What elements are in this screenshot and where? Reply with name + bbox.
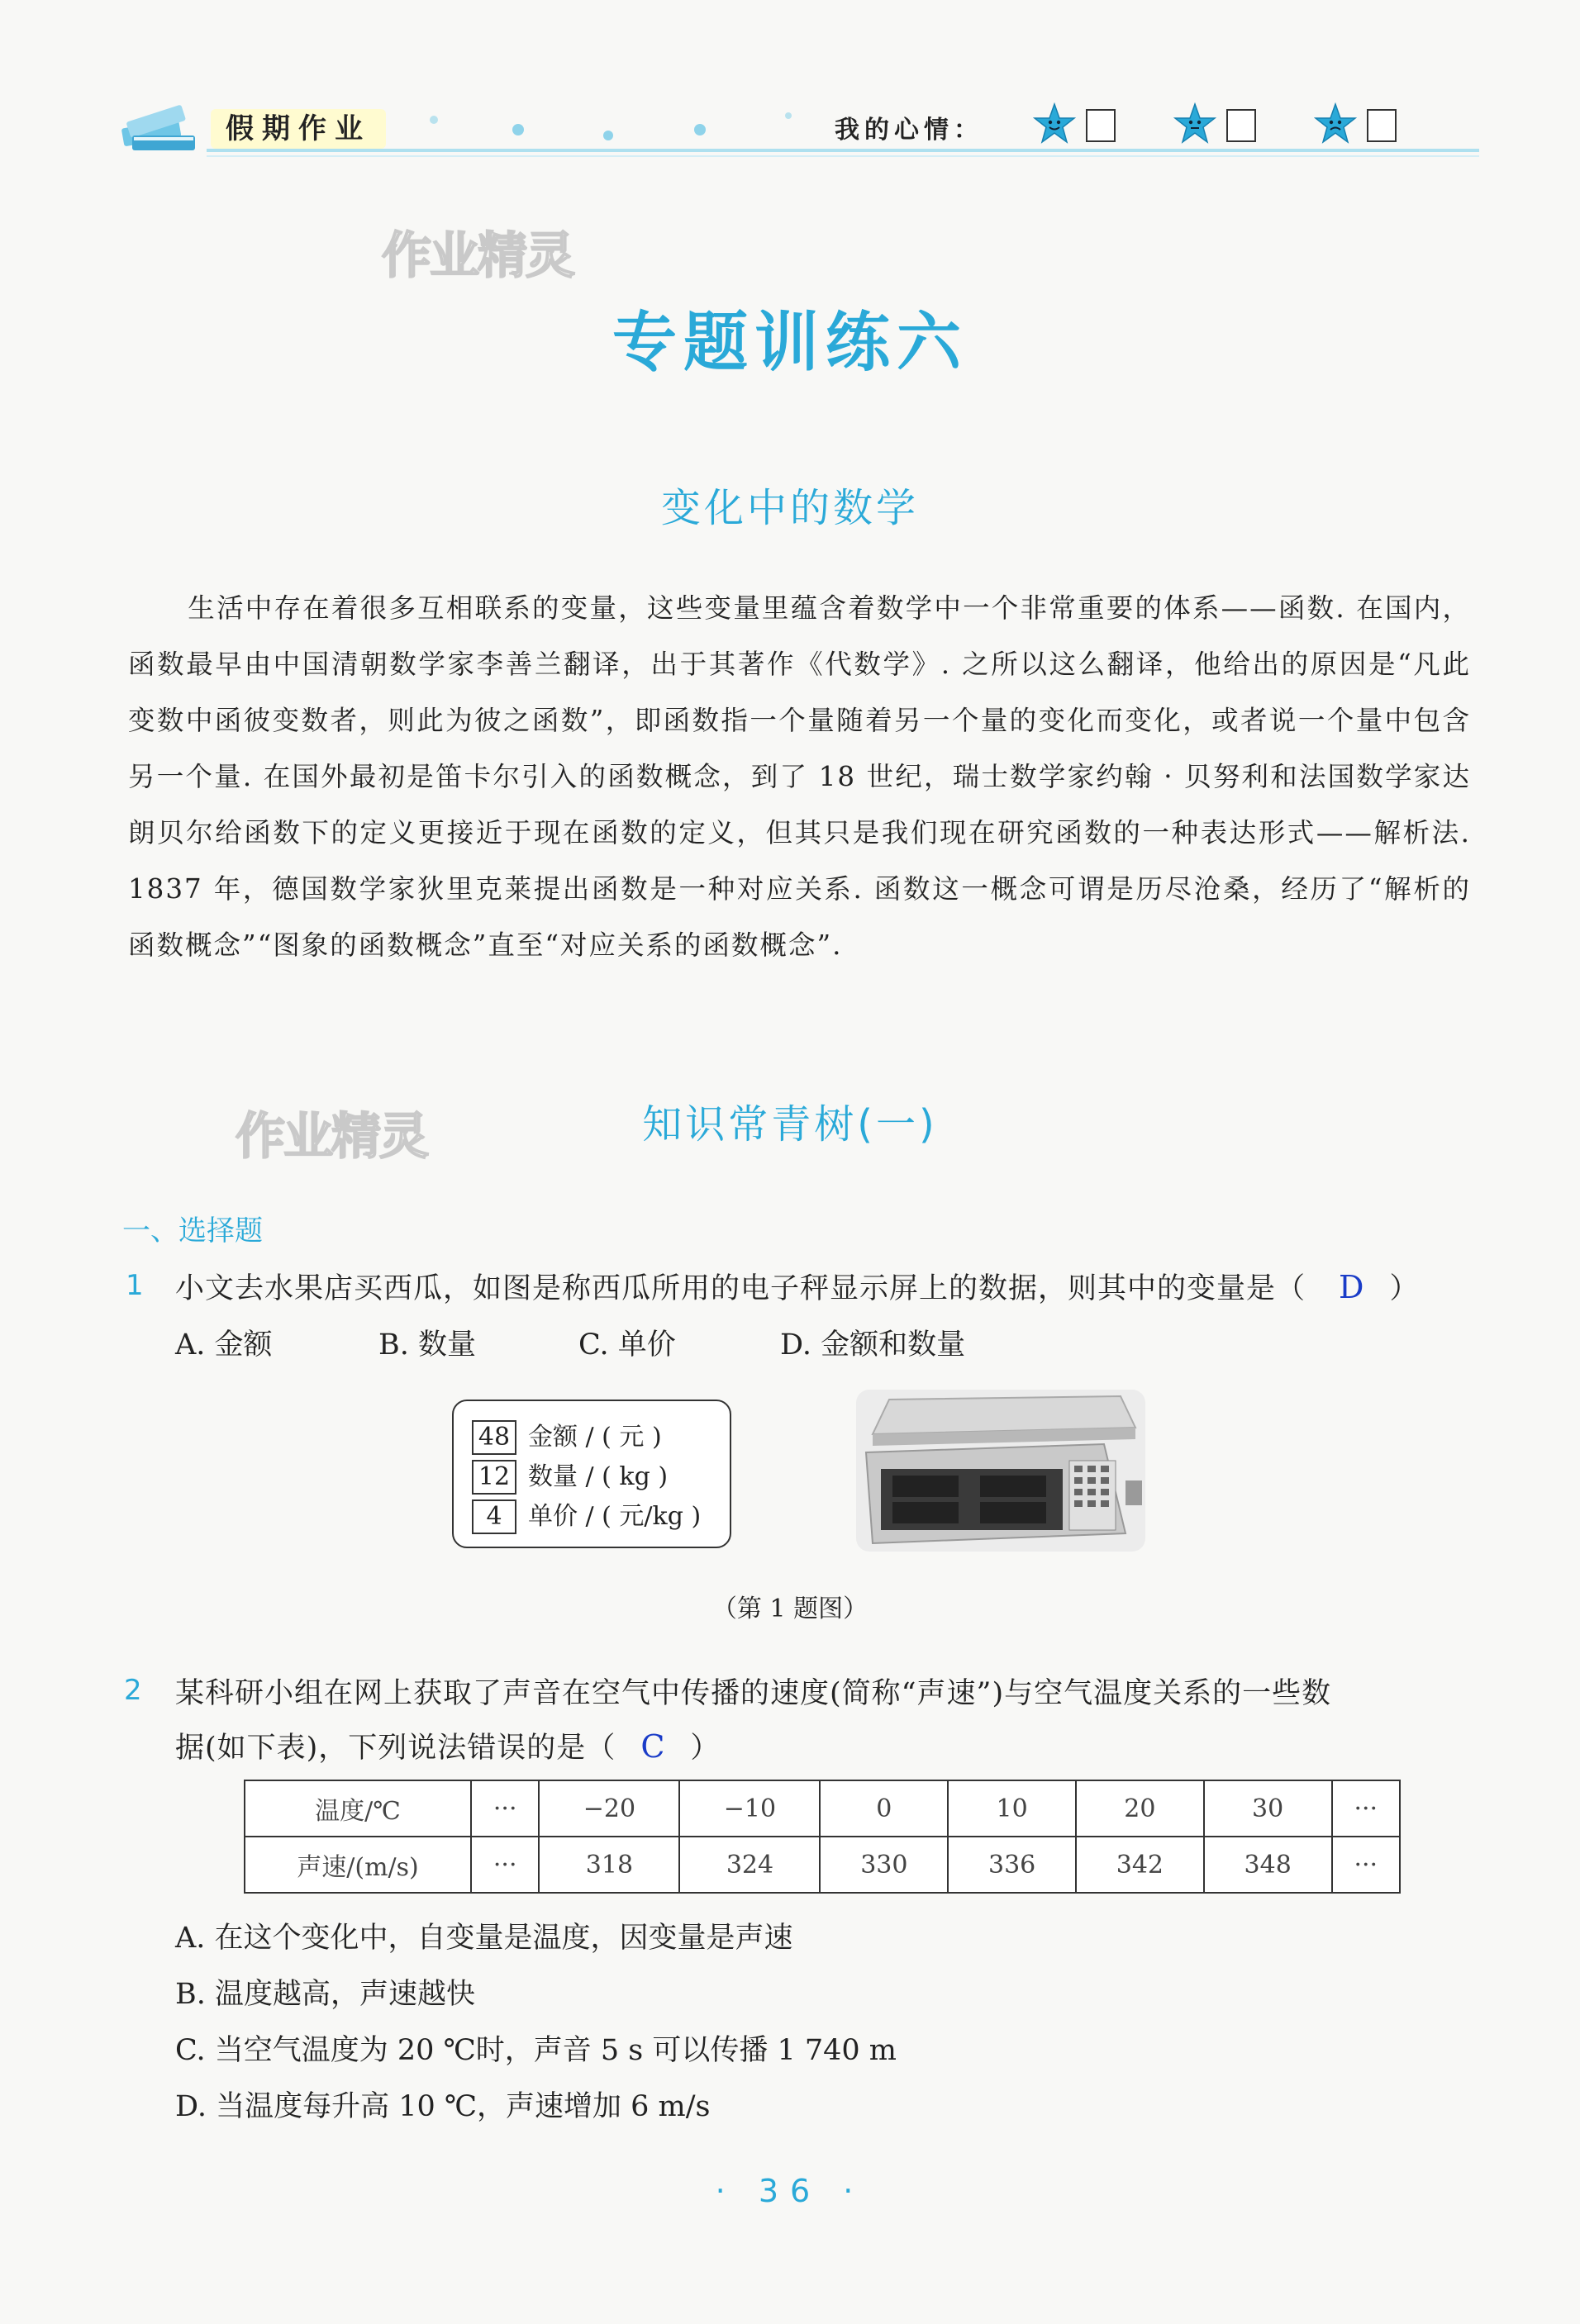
- decor-dot: [430, 116, 438, 124]
- answer-mark: D: [1339, 1269, 1365, 1305]
- page-number: · 36 ·: [715, 2173, 865, 2209]
- header-divider: [207, 149, 1479, 152]
- decor-dot: [785, 112, 792, 119]
- table-cell: 324: [679, 1837, 820, 1893]
- decor-dot: [603, 131, 613, 140]
- display-value: 4: [472, 1499, 516, 1534]
- table-cell: 348: [1204, 1837, 1332, 1893]
- question-stem: 小文去水果店买西瓜，如图是称西瓜所用的电子秤显示屏上的数据，则其中的变量是（: [175, 1272, 1306, 1305]
- table-row: [245, 1837, 1400, 1893]
- option-c[interactable]: C. 单价: [578, 1328, 676, 1362]
- header-label: 假期作业: [211, 109, 386, 149]
- checkbox-icon[interactable]: [1226, 109, 1256, 142]
- option-d[interactable]: D. 金额和数量: [780, 1328, 966, 1362]
- option-b[interactable]: B. 温度越高，声速越快: [175, 1978, 475, 2011]
- question-number: 1: [126, 1269, 144, 1302]
- temperature-speed-table: [244, 1780, 1401, 1894]
- table-cell: −10: [679, 1780, 820, 1837]
- option-a[interactable]: A. 在这个变化中，自变量是温度，因变量是声速: [175, 1922, 793, 1955]
- option-a[interactable]: A. 金额: [175, 1328, 273, 1362]
- section-subtitle: 变化中的数学: [660, 485, 919, 531]
- decor-dot: [694, 124, 706, 135]
- question-stem: 据(如下表)，下列说法错误的是（: [175, 1732, 616, 1765]
- table-cell: 330: [820, 1837, 948, 1893]
- display-value: 12: [472, 1460, 516, 1495]
- option-b[interactable]: B. 数量: [378, 1328, 476, 1362]
- mood-option[interactable]: [1033, 102, 1124, 149]
- display-label: 单价 / ( 元/kg ): [528, 1502, 702, 1531]
- option-c[interactable]: C. 当空气温度为 20 ℃时，声音 5 s 可以传播 1 740 m: [175, 2034, 897, 2067]
- figure-caption: （第 1 题图）: [711, 1594, 869, 1623]
- question-close: ）: [1389, 1272, 1420, 1305]
- page-title: 专题训练六: [612, 306, 968, 380]
- table-cell: ···: [471, 1837, 539, 1893]
- table-cell: 10: [948, 1780, 1076, 1837]
- table-cell: 342: [1076, 1837, 1204, 1893]
- question-2-line2: [175, 1725, 720, 1766]
- star-face-icon: [1173, 102, 1216, 145]
- header-divider-thin: [207, 155, 1479, 157]
- display-row: [472, 1456, 668, 1489]
- table-header-cell: 温度/℃: [245, 1780, 471, 1837]
- answer-mark: C: [640, 1728, 666, 1765]
- question-number: 2: [124, 1674, 142, 1707]
- table-header-cell: 声速/(m/s): [245, 1837, 471, 1893]
- table-cell: 318: [539, 1837, 679, 1893]
- watermark: 作业精灵: [236, 1108, 427, 1166]
- checkbox-icon[interactable]: [1367, 109, 1397, 142]
- table-cell: 336: [948, 1837, 1076, 1893]
- question-type-heading: 一、选择题: [122, 1214, 263, 1248]
- checkbox-icon[interactable]: [1086, 109, 1116, 142]
- question-2-line1: 某科研小组在网上获取了声音在空气中传播的速度(简称“声速”)与空气温度关系的一些数: [175, 1677, 1332, 1710]
- option-d[interactable]: D. 当温度每升高 10 ℃，声速增加 6 m/s: [175, 2090, 711, 2123]
- knowledge-section-title: 知识常青树(一): [642, 1101, 938, 1148]
- table-cell: ···: [1332, 1780, 1400, 1837]
- mood-option[interactable]: [1314, 102, 1405, 149]
- table-cell: 0: [820, 1780, 948, 1837]
- table-cell: ···: [1332, 1837, 1400, 1893]
- table-row: [245, 1780, 1400, 1837]
- display-value: 48: [472, 1420, 516, 1455]
- display-row: [472, 1416, 662, 1452]
- display-label: 金额 / ( 元 ): [528, 1423, 662, 1452]
- display-label: 数量 / ( kg ): [528, 1462, 669, 1491]
- intro-paragraph: [128, 580, 1471, 973]
- star-face-icon: [1314, 102, 1357, 145]
- electronic-scale-image: [856, 1390, 1145, 1552]
- question-close: ）: [690, 1732, 721, 1765]
- display-row: [472, 1495, 702, 1531]
- star-face-icon: [1033, 102, 1076, 145]
- table-cell: ···: [471, 1780, 539, 1837]
- mood-label: 我的心情：: [835, 116, 983, 145]
- table-cell: 20: [1076, 1780, 1204, 1837]
- scale-display-figure: [452, 1400, 731, 1548]
- watermark: 作业精灵: [382, 227, 573, 285]
- intro-text: 生活中存在着很多互相联系的变量，这些变量里蕴含着数学中一个非常重要的体系——函数. 在国内，函数最早由中国清朝数学家李善兰翻译，出于其著作《代数学》. 之所以这么翻译，他给出的原因是“凡此变数中函彼变数者，则此为彼之函数”，即函数指一个量随着另一个量的变化而变化，或者说一个量中包含另一个量. 在国外最初是笛卡尔引入的函数概念，到了 18 世纪，瑞士数学家约翰 · 贝努利和法国数学家达朗贝尔给函数下的定义更接近于现在函数的定义，但其只是我们现在研究函数的一种表达形式——解析法. 1837 年，德国数学家狄里克莱提出函数是一种对应关系. 函数这一概念可谓是历尽沧桑，经历了“解析的函数概念”“图象的函数概念”直至“对应关系的函数概念”.: [128, 592, 1471, 961]
- table-cell: −20: [539, 1780, 679, 1837]
- page-header: [116, 91, 1479, 165]
- table-cell: 30: [1204, 1780, 1332, 1837]
- mood-option[interactable]: [1173, 102, 1264, 149]
- question-1-text: [175, 1266, 1420, 1307]
- decor-dot: [512, 124, 524, 135]
- books-icon: [116, 99, 207, 157]
